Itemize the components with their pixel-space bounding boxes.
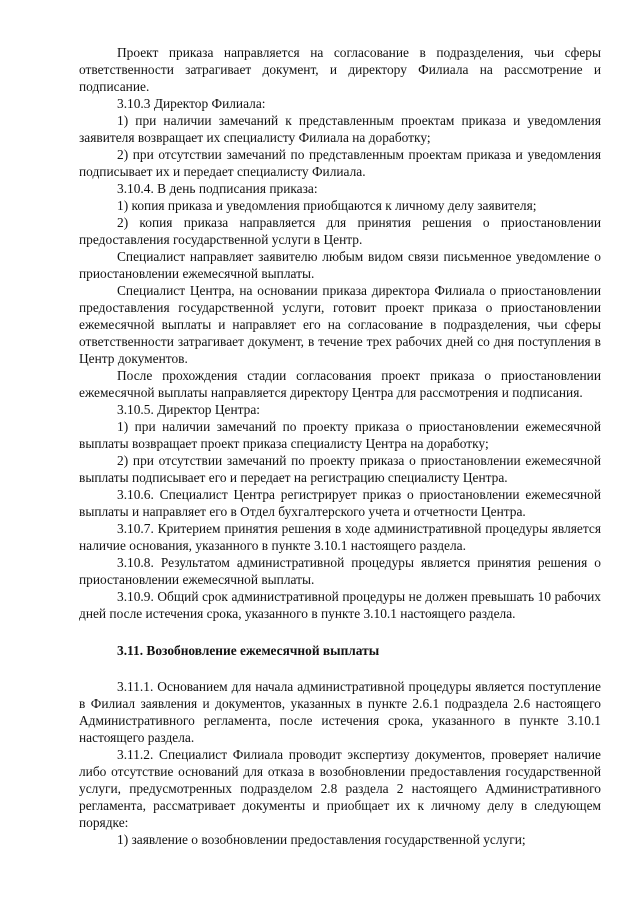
paragraph: 3.10.9. Общий срок административной процедуры не должен превышать 10 рабочих дней после истечения срока, указанного в пункте 3.10.1 настоящего раздела. xyxy=(79,589,601,621)
paragraph: 3.10.6. Специалист Центра регистрирует приказ о приостановлении ежемесячной выплаты и направляет его в Отдел бухгалтерского учета и отчетности Центра. xyxy=(79,487,601,519)
paragraph: После прохождения стадии согласования проект приказа о приостановлении ежемесячной выплаты направляется директору Центра для рассмотрения и подписания. xyxy=(79,368,601,400)
document-page xyxy=(79,44,601,848)
section-heading: 3.11. Возобновление ежемесячной выплаты xyxy=(117,643,380,658)
paragraph: 3.11.2. Специалист Филиала проводит экспертизу документов, проверяет наличие либо отсутствие оснований для отказа в возобновлении предоставления государственной услуги, предусмотренных подразделом 2.8 раздела 2 настоящего Административного регламента, рассматривает документы и приобщает их к личному делу в следующем порядке: xyxy=(79,747,601,830)
paragraph: Специалист направляет заявителю любым видом связи письменное уведомление о приостановлении ежемесячной выплаты. xyxy=(79,249,601,281)
paragraph: 1) копия приказа и уведомления приобщаются к личному делу заявителя; xyxy=(117,198,537,213)
paragraph: 3.10.4. В день подписания приказа: xyxy=(117,181,318,196)
paragraph: 1) при наличии замечаний по проекту приказа о приостановлении ежемесячной выплаты возвращает проект приказа специалисту Центра на доработку; xyxy=(79,419,601,451)
paragraph: 1) заявление о возобновлении предоставления государственной услуги; xyxy=(117,832,526,847)
paragraph: 2) при отсутствии замечаний по представленным проектам приказа и уведомления подписывает их и передает специалисту Филиала. xyxy=(79,147,601,179)
paragraph: 3.11.1. Основанием для начала административной процедуры является поступление в Филиал заявления и документов, указанных в пункте 2.6.1 подраздела 2.6 настоящего Административного регламента, после истечения срока, указанного в пункте 3.10.1 настоящего раздела. xyxy=(79,679,601,745)
paragraph: 3.10.7. Критерием принятия решения в ходе административной процедуры является наличие основания, указанного в пункте 3.10.1 настоящего раздела. xyxy=(79,521,601,553)
paragraph: 3.10.5. Директор Центра: xyxy=(117,402,261,417)
paragraph: Специалист Центра, на основании приказа директора Филиала о приостановлении предоставления государственной услуги, готовит проект приказа о приостановлении ежемесячной выплаты и направляет его на согласование в подразделения, чьи сферы ответственности затрагивает документ, в течение трех рабочих дней со дня поступления в Центр документов. xyxy=(79,283,601,366)
paragraph: Проект приказа направляется на согласование в подразделения, чьи сферы ответственности затрагивает документ, и директору Филиала на рассмотрение и подписание. xyxy=(79,45,601,94)
paragraph: 3.10.8. Результатом административной процедуры является принятия решения о приостановлении ежемесячной выплаты. xyxy=(79,555,601,587)
paragraph: 3.10.3 Директор Филиала: xyxy=(117,96,266,111)
paragraph: 1) при наличии замечаний к представленным проектам приказа и уведомления заявителя возвращает их специалисту Филиала на доработку; xyxy=(79,113,601,145)
paragraph: 2) при отсутствии замечаний по проекту приказа о приостановлении ежемесячной выплаты подписывает его и передает на регистрацию специалисту Центра. xyxy=(79,453,601,485)
paragraph: 2) копия приказа направляется для принятия решения о приостановлении предоставления государственной услуги в Центр. xyxy=(79,215,601,247)
